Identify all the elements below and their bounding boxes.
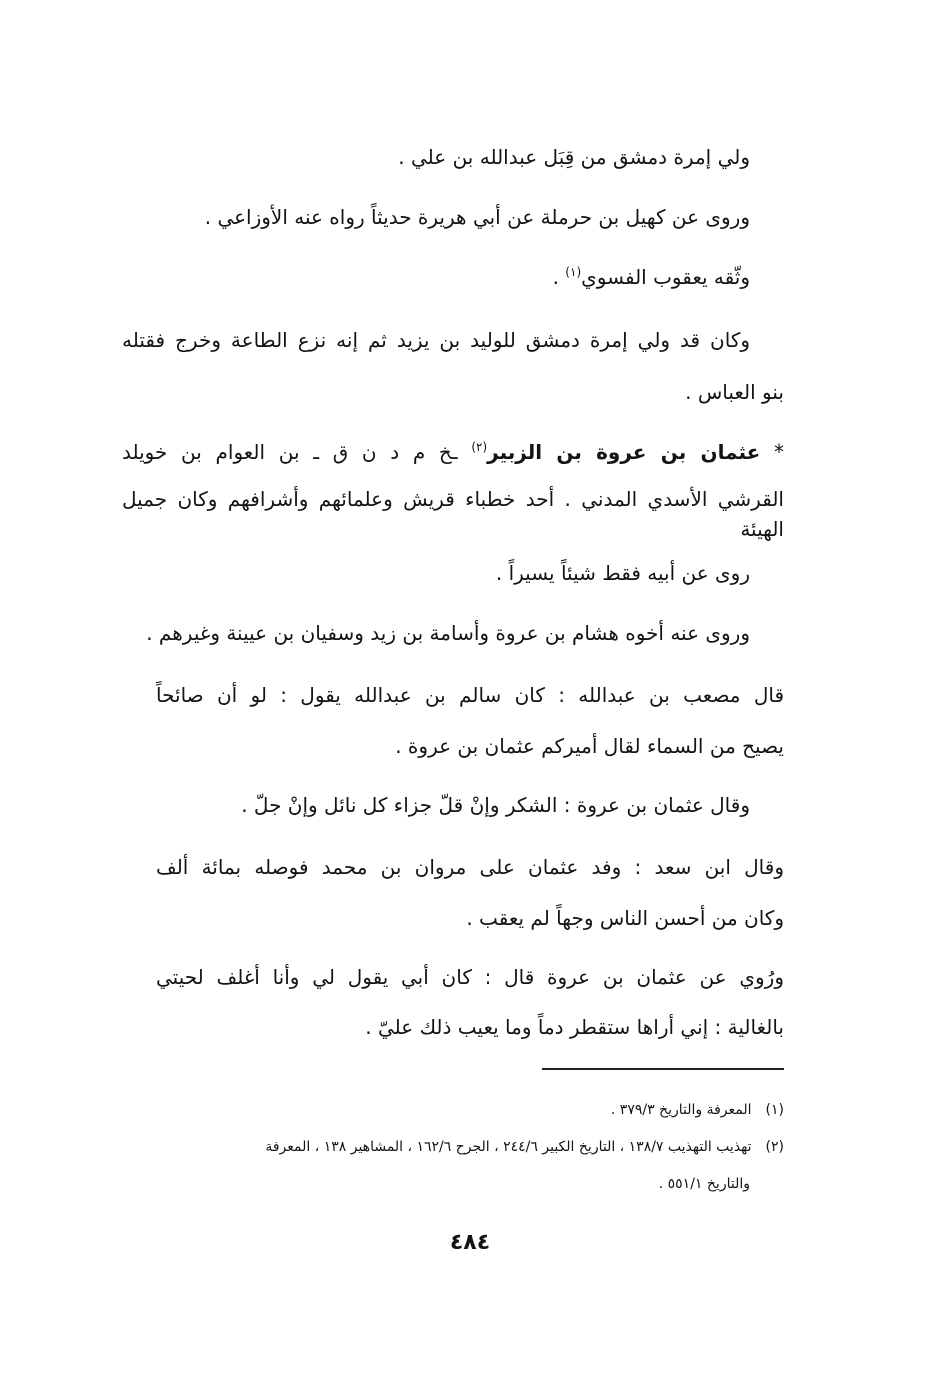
entry-description-line xyxy=(122,484,784,541)
entry-description-text: القرشي الأسدي المدني . أحد خطباء قريش وعلمائهم وأشرافهم وكان جميل الهيئة xyxy=(122,487,784,541)
paragraph-gratitude-saying: وقال عثمان بن عروة : الشكر وإنْ قلّ جزاء كل نائل وإنْ جلّ . xyxy=(241,793,750,817)
footnote-1-number: (١) xyxy=(765,1102,784,1118)
footnote-1-text: المعرفة والتاريخ ٣٧٩/٣ . xyxy=(610,1102,752,1118)
authentication-text: وثّقه يعقوب الفسوي xyxy=(581,265,750,289)
rebellion-text-1: وكان قد ولي إمرة دمشق للوليد بن يزيد ثم إنه نزع الطاعة وخرج فقتله xyxy=(122,328,750,352)
footnote-2 xyxy=(265,1135,784,1159)
footnote-ref-1: (١) xyxy=(565,265,582,279)
paragraph-beard-line-1 xyxy=(156,962,784,992)
footnote-1 xyxy=(611,1098,784,1122)
entry-name: عثمان بن عروة بن الزبير xyxy=(487,440,761,464)
footnote-2-continuation: والتاريخ ٥٥١/١ . xyxy=(658,1176,750,1192)
ibn-sad-text-1: وقال ابن سعد : وفد عثمان على مروان بن محمد فوصله بمائة ألف xyxy=(156,855,784,879)
paragraph-ibn-sad-line-2: وكان من أحسن الناس وجهاً لم يعقب . xyxy=(466,906,784,930)
paragraph-governorship: ولي إمرة دمشق من قِبَل عبدالله بن علي . xyxy=(398,145,750,169)
footnote-2-text-1: تهذيب التهذيب ١٣٨/٧ ، التاريخ الكبير ٢٤٤/٦ ، الجرح ١٦٢/٦ ، المشاهير ١٣٨ ، المعرفة xyxy=(265,1139,752,1155)
paragraph-narrators-from-him: وروى عنه أخوه هشام بن عروة وأسامة بن زيد وسفيان بن عيينة وغيرهم . xyxy=(146,621,750,645)
entry-heading-line xyxy=(122,437,784,467)
paragraph-ibn-sad-line-1 xyxy=(156,852,784,882)
entry-marker: * xyxy=(774,440,785,464)
paragraph-musab-line-1 xyxy=(156,680,784,710)
musab-text-1: قال مصعب بن عبدالله : كان سالم بن عبدالله يقول : لو أن صائحاً xyxy=(156,683,784,707)
paragraph-rebellion-line-2: بنو العباس . xyxy=(685,380,784,404)
entry-heading-justified xyxy=(122,437,784,467)
footnote-ref-2: (٢) xyxy=(471,440,488,454)
footnote-separator xyxy=(542,1068,784,1070)
paragraph-narrated-from-father: روى عن أبيه فقط شيئاً يسيراً . xyxy=(495,561,750,585)
paragraph-musab-line-2: يصيح من السماء لقال أميركم عثمان بن عروة . xyxy=(395,734,784,758)
paragraph-authentication xyxy=(553,262,750,292)
paragraph-beard-line-2: بالغالية : إني أراها ستقطر دماً وما يعيب ذلك عليّ . xyxy=(365,1015,784,1039)
authentication-end: . xyxy=(552,265,566,289)
footnote-2-number: (٢) xyxy=(765,1139,784,1155)
paragraph-narration-kuhail: وروى عن كهيل بن حرملة عن أبي هريرة حديثاً رواه عنه الأوزاعي . xyxy=(204,205,750,229)
beard-text-1: ورُوي عن عثمان بن عروة قال : كان أبي يقول لي وأنا أغلف لحيتي xyxy=(156,965,784,989)
page-number: ٤٨٤ xyxy=(449,1230,491,1255)
entry-line1-rest: ـخ م د ن ق ـ بن العوام بن خويلد xyxy=(122,440,472,464)
paragraph-rebellion-line-1 xyxy=(122,325,750,355)
